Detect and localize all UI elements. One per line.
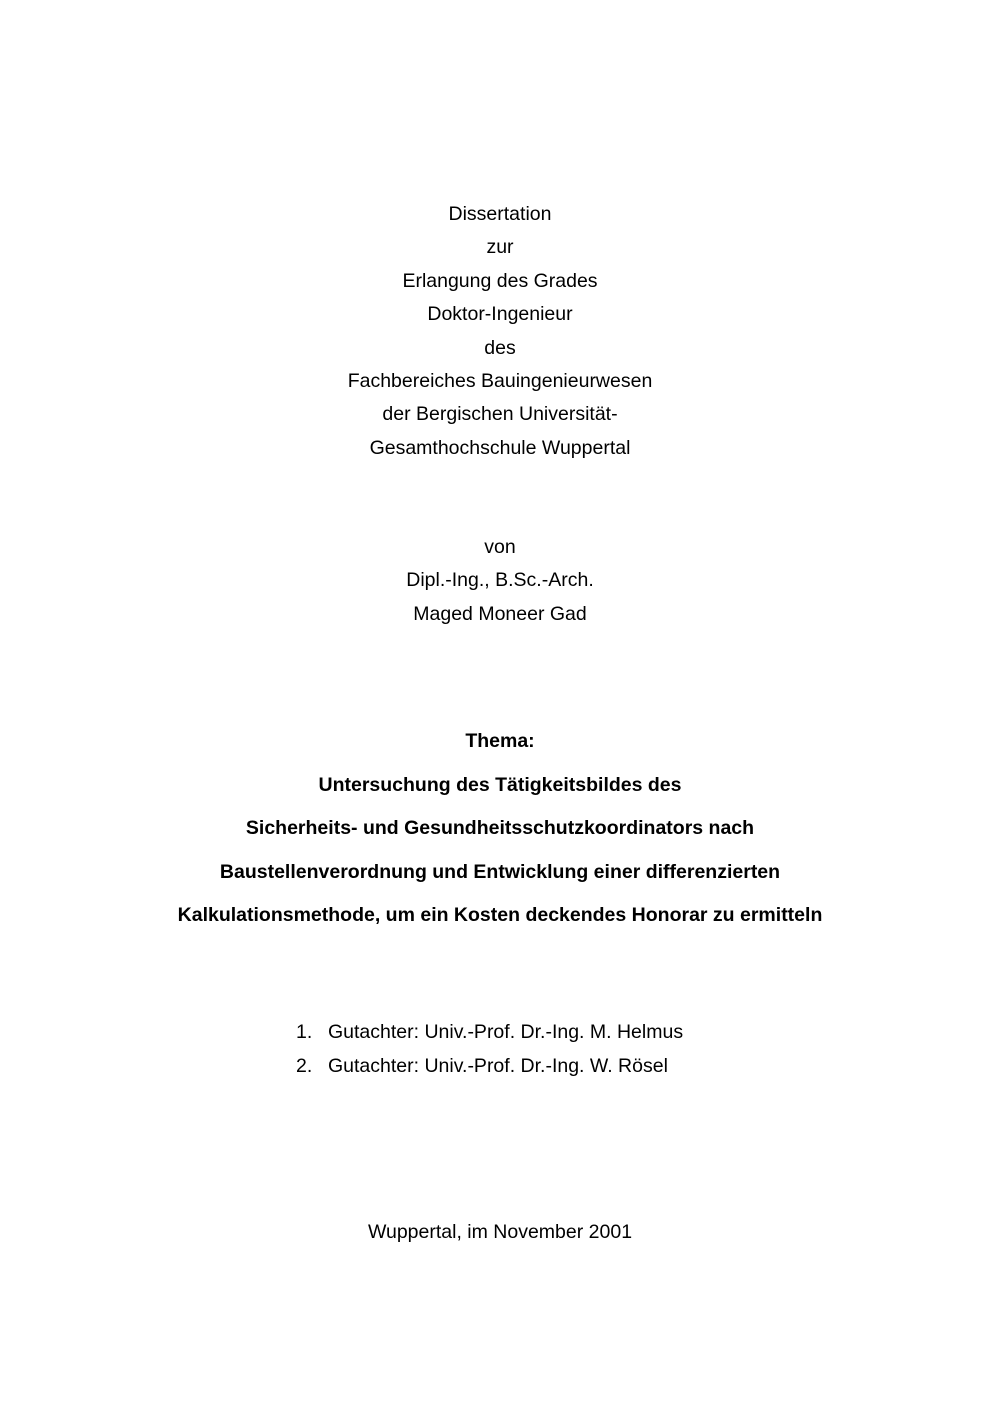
gutachter-list (296, 1015, 896, 1083)
intro-line-dissertation: Dissertation (448, 203, 552, 225)
gutachter-number: 2. (296, 1055, 313, 1077)
author-degree: Dipl.-Ing., B.Sc.-Arch. (406, 569, 594, 592)
thema-title-line-3: Baustellenverordnung und Entwicklung einer differenzierten (219, 860, 781, 883)
intro-line-university: der Bergischen Universität- (382, 403, 618, 426)
intro-line-zur: zur (486, 236, 514, 259)
gutachter-item (296, 1049, 896, 1083)
thema-block (0, 720, 1000, 938)
author-von: von (484, 536, 516, 558)
thema-title-line-2: Sicherheits- und Gesundheitsschutzkoordinators nach (245, 817, 755, 840)
thema-label: Thema: (465, 730, 535, 752)
intro-line-faculty: Fachbereiches Bauingenieurwesen (347, 370, 653, 393)
thema-title-line-1: Untersuchung des Tätigkeitsbildes des (318, 773, 682, 796)
intro-line-des: des (484, 336, 516, 359)
dissertation-intro (0, 198, 1000, 465)
place-date-block (0, 1216, 1000, 1249)
gutachter-item (296, 1015, 896, 1049)
intro-line-erlangung: Erlangung des Grades (402, 269, 598, 292)
intro-line-degree: Doktor-Ingenieur (427, 303, 573, 326)
place-date: Wuppertal, im November 2001 (367, 1221, 633, 1243)
gutachter-text: Gutachter: Univ.-Prof. Dr.-Ing. W. Rösel (328, 1055, 668, 1077)
thema-title-line-4: Kalkulationsmethode, um ein Kosten deckendes Honorar zu ermitteln (177, 904, 823, 927)
gutachter-number: 1. (296, 1021, 313, 1043)
author-name: Maged Moneer Gad (413, 602, 587, 625)
author-block (0, 531, 1000, 631)
intro-line-institution: Gesamthochschule Wuppertal (369, 436, 631, 459)
gutachter-text: Gutachter: Univ.-Prof. Dr.-Ing. M. Helmus (328, 1021, 684, 1043)
